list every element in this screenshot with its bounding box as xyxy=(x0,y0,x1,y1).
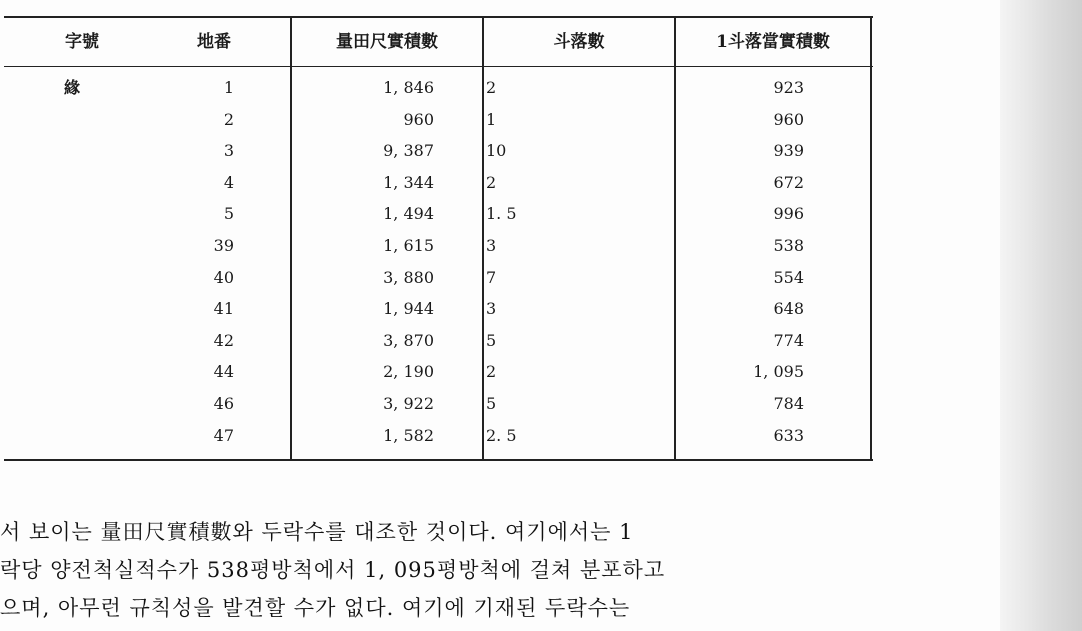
cell-durak: 2 xyxy=(486,78,497,97)
cell-per-durak: 538 xyxy=(773,236,804,255)
table-row xyxy=(4,262,873,294)
cell-char-no xyxy=(64,262,104,294)
table-bottom-rule xyxy=(4,459,873,461)
cell-per-durak: 960 xyxy=(773,109,804,129)
cell-per-durak: 633 xyxy=(773,425,804,445)
header-per-durak: 1斗落當實積數 xyxy=(716,32,830,52)
cell-lot-no: 40 xyxy=(213,267,234,287)
cell-per-durak: 923 xyxy=(773,78,804,97)
cell-lot-no: 3 xyxy=(223,141,234,161)
table-top-rule xyxy=(4,16,873,18)
cell-area: 3, 870 xyxy=(383,330,434,350)
cell-lot-no: 41 xyxy=(213,299,234,319)
cell-char-no xyxy=(64,104,104,136)
table-row xyxy=(4,104,873,136)
table-row xyxy=(4,198,873,230)
cell-lot-no: 4 xyxy=(223,172,234,192)
cell-durak: 7 xyxy=(486,267,497,287)
cell-per-durak: 1, 095 xyxy=(753,362,804,382)
header-area: 量田尺實積數 xyxy=(336,32,438,52)
table-row xyxy=(4,230,873,262)
cell-area: 3, 922 xyxy=(383,394,434,413)
paragraph-line: 락당 양전척실적수가 538평방척에서 1, 095평방척에 걸쳐 분포하고 xyxy=(0,558,666,582)
cell-lot-no: 44 xyxy=(213,362,234,382)
cell-char-no xyxy=(64,388,104,420)
land-survey-table xyxy=(4,16,873,462)
cell-lot-no: 46 xyxy=(213,394,234,413)
cell-area: 1, 944 xyxy=(383,299,434,319)
cell-durak: 1 xyxy=(486,109,497,129)
cell-durak: 5 xyxy=(486,394,497,413)
table-row xyxy=(4,325,873,357)
cell-durak: 2 xyxy=(486,172,497,192)
table-row xyxy=(4,388,873,420)
cell-durak: 1. 5 xyxy=(486,204,517,224)
cell-durak: 10 xyxy=(486,141,507,161)
header-char-no: 字號 xyxy=(65,32,99,52)
cell-per-durak: 774 xyxy=(773,330,804,350)
header-lot-no: 地番 xyxy=(197,32,231,52)
cell-area: 1, 344 xyxy=(383,172,434,192)
paragraph-line: 으며, 아무런 규칙성을 발견할 수가 없다. 여기에 기재된 두락수는 xyxy=(0,596,631,620)
cell-per-durak: 784 xyxy=(773,394,804,413)
cell-durak: 3 xyxy=(486,299,497,319)
cell-lot-no: 5 xyxy=(223,204,234,224)
table-row xyxy=(4,167,873,199)
cell-durak: 5 xyxy=(486,330,497,350)
page-edge-shadow xyxy=(1000,0,1082,631)
cell-durak: 3 xyxy=(486,236,497,255)
cell-durak: 2. 5 xyxy=(486,425,517,445)
cell-durak: 2 xyxy=(486,362,497,382)
cell-area: 1, 615 xyxy=(383,236,434,255)
cell-per-durak: 648 xyxy=(773,299,804,319)
cell-per-durak: 554 xyxy=(773,267,804,287)
table-row xyxy=(4,135,873,167)
cell-area: 2, 190 xyxy=(383,362,434,382)
cell-char-no xyxy=(64,167,104,199)
cell-lot-no: 2 xyxy=(223,109,234,129)
table-row xyxy=(4,420,873,452)
table-row xyxy=(4,293,873,325)
cell-char-no xyxy=(64,420,104,452)
cell-area: 1, 582 xyxy=(383,425,434,445)
table-header-rule xyxy=(4,66,873,67)
cell-area: 9, 387 xyxy=(383,141,434,161)
cell-lot-no: 47 xyxy=(213,425,234,445)
cell-lot-no: 1 xyxy=(223,78,234,97)
cell-lot-no: 42 xyxy=(213,330,234,350)
cell-char-no xyxy=(64,325,104,357)
cell-area: 1, 494 xyxy=(383,204,434,224)
cell-char-no xyxy=(64,356,104,388)
cell-per-durak: 996 xyxy=(773,204,804,224)
cell-area: 3, 880 xyxy=(383,267,434,287)
table-row xyxy=(4,356,873,388)
table-row xyxy=(4,72,873,104)
cell-char-no xyxy=(64,135,104,167)
cell-per-durak: 939 xyxy=(773,141,804,161)
paragraph-line: 서 보이는 量田尺實積數와 두락수를 대조한 것이다. 여기에서는 1 xyxy=(0,520,634,544)
cell-char-no xyxy=(64,230,104,262)
cell-area: 960 xyxy=(403,109,434,129)
cell-char-no xyxy=(64,293,104,325)
body-paragraph xyxy=(0,513,1000,627)
cell-char-no: 緣 xyxy=(64,78,81,97)
cell-area: 1, 846 xyxy=(383,78,434,97)
cell-per-durak: 672 xyxy=(773,172,804,192)
cell-lot-no: 39 xyxy=(213,236,234,255)
cell-char-no xyxy=(64,198,104,230)
header-durak: 斗落數 xyxy=(553,32,605,52)
